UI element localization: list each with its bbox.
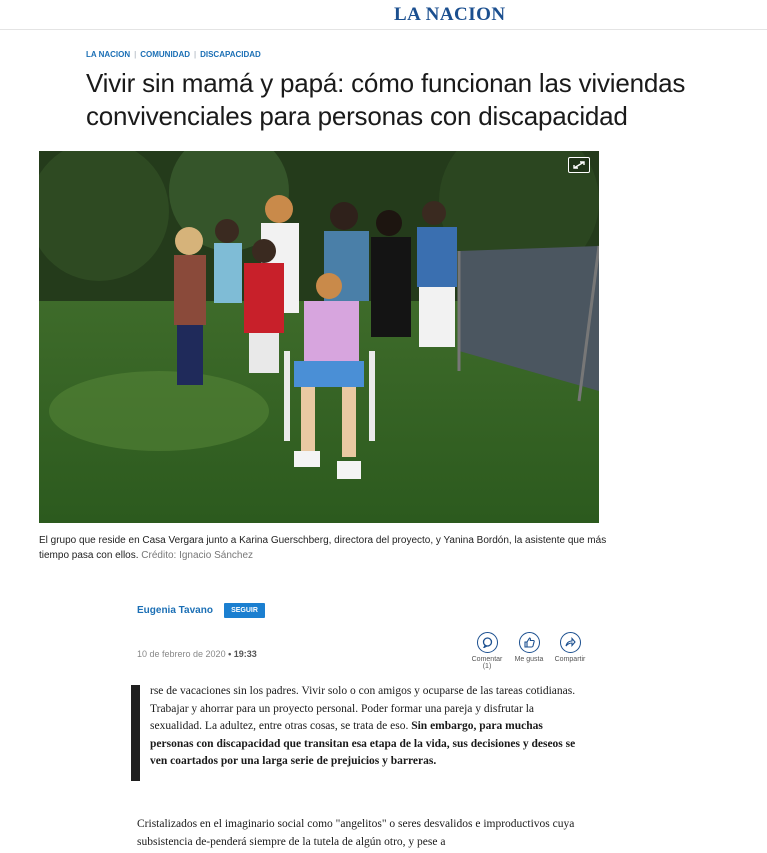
comment-button[interactable] bbox=[465, 632, 509, 670]
publish-time: • 19:33 bbox=[228, 649, 257, 659]
breadcrumb bbox=[86, 50, 261, 59]
caption-text: El grupo que reside en Casa Vergara junto a Karina Guerschberg, directora del proyecto, y Yanina Bordón, la asistente que más tiempo pasa con ellos. bbox=[39, 535, 607, 561]
breadcrumb-separator: | bbox=[134, 50, 137, 59]
hero-photo-illustration bbox=[39, 151, 599, 523]
photo-caption bbox=[39, 533, 609, 563]
top-bar bbox=[0, 0, 767, 30]
breadcrumb-item-comunidad[interactable]: COMUNIDAD bbox=[140, 50, 191, 59]
photo-credit: Crédito: Ignacio Sánchez bbox=[141, 550, 254, 561]
breadcrumb-item-discapacidad[interactable]: DISCAPACIDAD bbox=[200, 50, 261, 59]
drop-cap bbox=[131, 685, 140, 781]
breadcrumb-item-home[interactable]: LA NACION bbox=[86, 50, 131, 59]
follow-button[interactable]: SEGUIR bbox=[224, 603, 265, 618]
breadcrumb-separator: | bbox=[194, 50, 197, 59]
article-headline: Vivir sin mamá y papá: cómo funcionan las viviendas convivenciales para personas con discapacidad bbox=[86, 68, 686, 131]
share-button[interactable] bbox=[548, 632, 592, 663]
article-paragraph-2: Cristalizados en el imaginario social como "angelitos" o seres desvalidos e improductivos cuya subsistencia de-penderá siempre de la tutela de algún otro, y pese a bbox=[137, 818, 575, 848]
like-label: Me gusta bbox=[514, 656, 544, 663]
publish-date-text: 10 de febrero de 2020 bbox=[137, 649, 226, 659]
site-logo[interactable]: LA NACION bbox=[394, 4, 506, 25]
like-button[interactable] bbox=[507, 632, 551, 663]
share-icon bbox=[560, 632, 581, 653]
share-label: Compartir bbox=[554, 656, 586, 663]
article-paragraph-1 bbox=[150, 683, 587, 771]
author-name[interactable]: Eugenia Tavano bbox=[137, 605, 213, 616]
comment-icon bbox=[477, 632, 498, 653]
expand-photo-button[interactable] bbox=[568, 157, 590, 173]
expand-icon bbox=[572, 160, 586, 170]
publish-date bbox=[137, 649, 257, 659]
hero-photo[interactable] bbox=[39, 151, 599, 523]
paragraph-1-bold: Sin embargo, para muchas personas con discapacidad que transitan esa etapa de la vida, sus decisiones y deseos se ven coartados por una larga serie de prejuicios y barreras. bbox=[150, 720, 576, 767]
comment-count: (1) bbox=[482, 663, 492, 670]
comment-label: Comentar bbox=[471, 656, 503, 663]
like-icon bbox=[519, 632, 540, 653]
paragraph-1-text: rse de vacaciones sin los padres. Vivir solo o con amigos y ocuparse de las tareas cotidianas. Trabajar y ahorrar para un proyecto personal. Poder formar una pareja y disfrutar la sexualidad. La adultez, entre otras cosas, se trata de eso. bbox=[150, 685, 576, 732]
